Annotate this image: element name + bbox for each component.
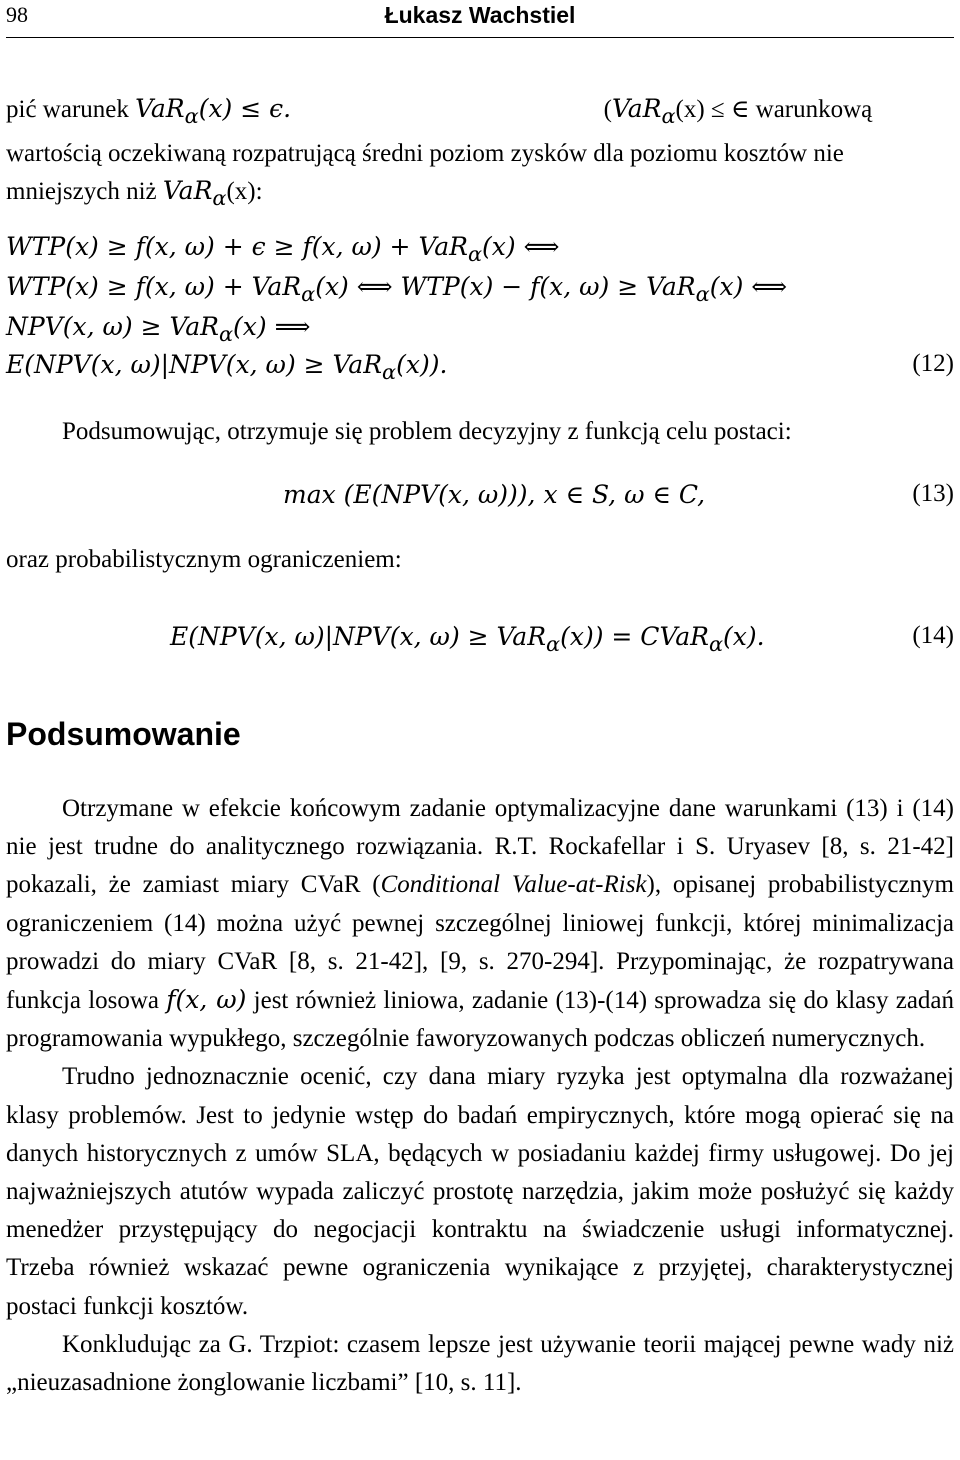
- summary-body: [6, 790, 954, 1402]
- intro-paragraph: [6, 90, 954, 217]
- section-title: Podsumowanie: [6, 716, 241, 752]
- math-sub: α: [546, 632, 561, 656]
- math-sub: α: [382, 360, 397, 384]
- header-rule: [6, 37, 954, 38]
- math-expr: (x) ⟺: [709, 272, 788, 301]
- math-sub: α: [301, 282, 316, 306]
- paragraph-3: Konkludując za G. Trzpiot: czasem lepsze jest używanie teorii mającej pewne wady niż „nieuzasadnione żonglowanie liczbami” [10, s. 11].: [6, 1330, 954, 1397]
- constraint-text: oraz probabilistycznym ograniczeniem:: [6, 546, 402, 573]
- equation-number-14: (14): [912, 622, 954, 649]
- math-sub: α: [708, 632, 724, 656]
- running-author: Łukasz Wachstiel: [384, 2, 576, 28]
- summary-text: Podsumowując, otrzymuje się problem decyzyjny z funkcją celu postaci:: [62, 418, 792, 445]
- math-sub: α: [184, 104, 199, 128]
- page-header: [0, 0, 960, 34]
- math-expr: (x) ⟹: [233, 312, 311, 341]
- math-var: VaR: [162, 176, 213, 205]
- math-expr: E(NPV(x, ω)|NPV(x, ω) ≥ VaR: [6, 350, 383, 379]
- math-expr: NPV(x, ω) ≥ VaR: [6, 312, 219, 341]
- math-expr: E(NPV(x, ω)|NPV(x, ω) ≥ VaR: [170, 622, 547, 651]
- math-sub: α: [212, 186, 227, 210]
- paragraph-italic: Conditional Value-at-Risk: [380, 871, 647, 899]
- paragraph-2: Trudno jednoznacznie ocenić, czy dana miary ryzyka jest optymalna dla rozważanej klasy problemów. Jest to jedynie wstęp do badań empirycznych, które mogą opierać się na danych historycznych z umów SLA, będących w posiadaniu każdej firmy usługowej. Do jej najważniejszych atutów wypada zaliczyć prostotę narzędzia, jakim może posłużyć się każdy menedżer przystępujący do negocjacji kontraktu na świadczenie usługi informatycznej. Trzeba również wskazać pewne ograniczenia wynikające z przyjętej, charakterystycznej postaci funkcji kosztów.: [6, 1063, 954, 1320]
- intro-text: (x) ≤ ∈ warunkową wartością oczekiwaną rozpatrującą średni poziom zysków dla poziomu kosztów nie mniejszych niż: [6, 96, 873, 205]
- equation-number-13: (13): [912, 480, 954, 507]
- math-sub: α: [467, 242, 483, 266]
- equation-12-line-2: [6, 272, 787, 306]
- page-number: 98: [6, 2, 28, 27]
- math-var: VaR: [135, 94, 185, 123]
- math-expr: (x) ⟺: [482, 232, 560, 261]
- paragraph-text: jest również liniowa, zadanie (13)-(14) sprowadza się do klasy zadań programowania wypukłego, szczególnie faworyzowanych podczas obliczeń numerycznych.: [6, 987, 955, 1053]
- paragraph-1: [6, 790, 954, 1058]
- math-expr: WTP(x) ≥ f(x, ω) + VaR: [6, 272, 302, 301]
- equation-12-line-1: [6, 232, 559, 266]
- math-expr: f(x, ω): [166, 985, 247, 1015]
- math-sub: α: [695, 282, 710, 306]
- paragraph-text: Otrzymane w efekcie końcowym zadanie optymalizacyjne dane warunkami (13) i (14) nie jest trudne do analitycznego rozwiązania. R.T. Rockafellar i S. Uryasev [8, s. 21-42] pokazali, że zamiast miary CVaR (: [6, 795, 954, 899]
- equation-number-12: (12): [912, 350, 954, 377]
- equation-14: [170, 622, 765, 656]
- math-expr: (x) ≤ ϵ.: [198, 94, 292, 123]
- math-expr: (x)) = CVaR: [560, 622, 709, 651]
- equation-13: max (E(NPV(x, ω))), x ∈ S, ω ∈ C,: [283, 480, 706, 509]
- math-expr: (x) ⟺ WTP(x) − f(x, ω) ≥ VaR: [315, 272, 696, 301]
- math-var: VaR: [611, 94, 662, 123]
- math-expr: (x).: [723, 622, 765, 651]
- math-expr: (x)).: [396, 350, 448, 379]
- equation-12-line-4: [6, 350, 447, 384]
- math-expr: WTP(x) ≥ f(x, ω) + ϵ ≥ f(x, ω) + VaR: [6, 232, 468, 261]
- equation-12-line-3: [6, 312, 310, 346]
- intro-text: (x):: [226, 178, 263, 205]
- intro-text: (: [603, 96, 612, 123]
- math-sub: α: [218, 322, 234, 346]
- paragraph-text: ), opisanej probabilistycznym ograniczeniem (14) można użyć pewnej szczególnej liniowej funkcji, której minimalizacja prowadzi do miary CVaR [8, s. 21-42], [9, s. 270-294]. Przypominając, że rozpatrywana funkcja losowa: [6, 871, 954, 1015]
- math-sub: α: [661, 104, 676, 128]
- intro-text: pić warunek: [6, 96, 136, 123]
